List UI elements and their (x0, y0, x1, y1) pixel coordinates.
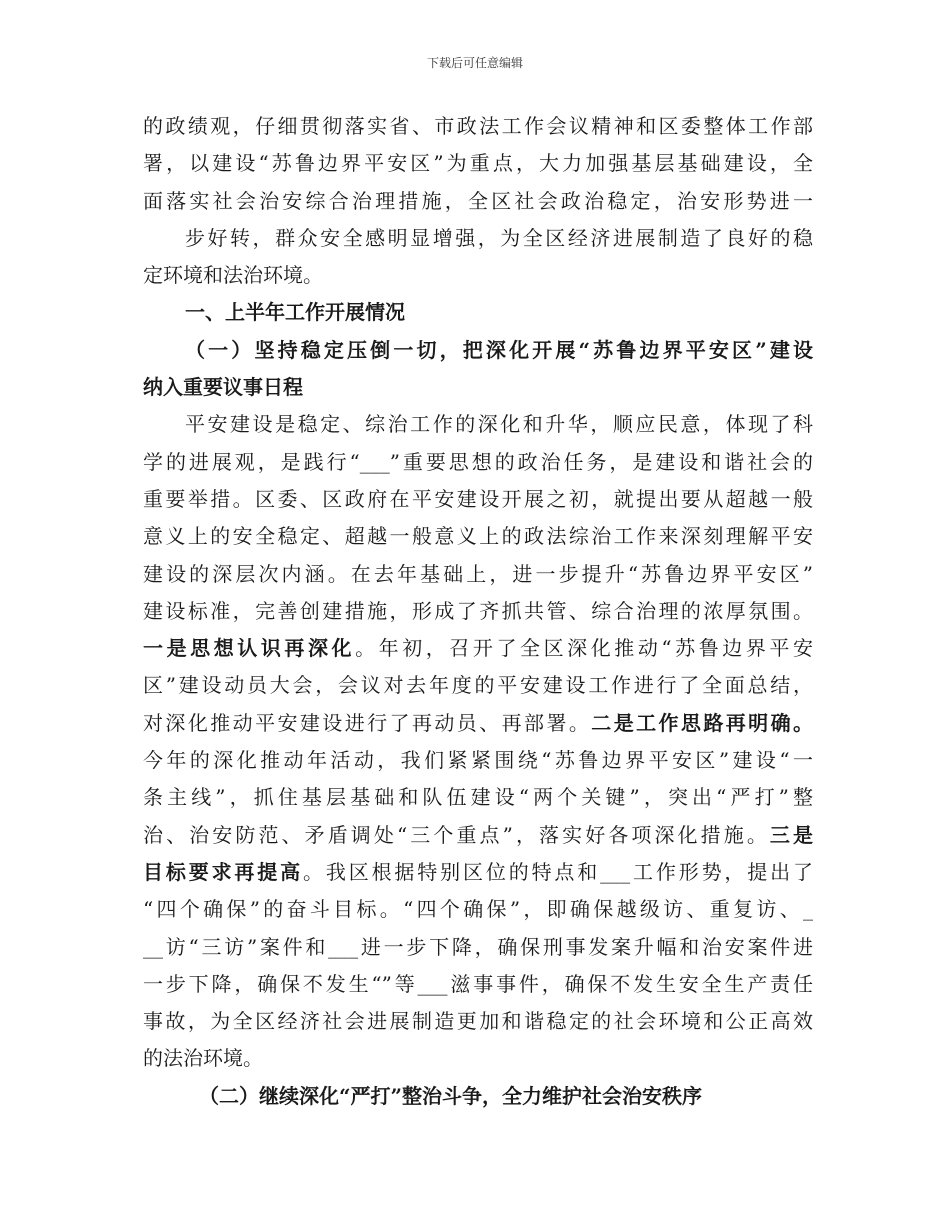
paragraph-line (143, 705, 813, 742)
paragraph-line: 建设标准，完善创建措施，形成了齐抓共管、综合治理的浓厚氛围。 (143, 598, 813, 623)
point-two-period: 。 (793, 710, 814, 735)
paragraph-line (143, 817, 813, 854)
point-one-text: 。年初，召开了全区深化推动“苏鲁边界平安 (355, 636, 814, 661)
page-header: 下载后可任意编辑 (426, 56, 523, 70)
paragraph-line: 学的进展观，是践行“___”重要思想的政治任务，是建设和谐社会的 (143, 449, 813, 474)
paragraph-line: 定环境和法治环境。 (143, 263, 323, 288)
paragraph-line: 条主线”，抓住基层基础和队伍建设“两个关键”，突出“严打”整 (143, 785, 813, 810)
paragraph-line: 建设的深层次内涵。在去年基础上，进一步提升“苏鲁边界平安区” (143, 561, 813, 586)
paragraph-line: 意义上的安全稳定、超越一般意义上的政法综治工作来深刻理解平安 (143, 524, 813, 549)
paragraph-line: 面落实社会治安综合治理措施，全区社会政治稳定，治安形势进一 (143, 188, 813, 213)
point-three-text: 。我区根据特别区位的特点和___工作形势，提出了 (303, 859, 813, 884)
section-heading: 一、上半年工作开展情况 (185, 300, 405, 325)
point-two-title: 二是工作思路再明确 (591, 710, 794, 735)
paragraph-line: 署，以建设“苏鲁边界平安区”为重点，大力加强基层基础建设，全 (143, 151, 813, 176)
point-one-title: 一是思想认识再深化 (143, 636, 356, 661)
paragraph-line: 事故，为全区经济社会进展制造更加和谐稳定的社会环境和公正高效 (143, 1009, 813, 1034)
paragraph-text: 对深化推动平安建设进行了再动员、再部署。 (143, 710, 592, 735)
paragraph-line: 重要举措。区委、区政府在平安建设开展之初，就提出要从超越一般 (143, 486, 813, 511)
subsection-heading: （二）继续深化“严打”整治斗争，全力维护社会治安秩序 (199, 1083, 703, 1108)
subsection-heading-cont: 纳入重要议事日程 (143, 375, 303, 400)
document-body (143, 108, 813, 1115)
paragraph-line: 的政绩观，仔细贯彻落实省、市政法工作会议精神和区委整体工作部 (143, 114, 813, 138)
point-three-title-start: 三是 (769, 822, 814, 847)
paragraph-line (143, 630, 813, 667)
paragraph-line: 步好转，群众安全感明显增强，为全区经济进展制造了良好的稳 (185, 225, 813, 250)
paragraph-text: 治、治安防范、矛盾调处“三个重点”，落实好各项深化措施。 (143, 822, 770, 847)
paragraph-line: __访“三访”案件和___进一步下降，确保刑事发案升幅和治安案件进 (143, 934, 813, 959)
paragraph-line: 的法治环境。 (143, 1046, 263, 1071)
point-three-title-end: 目标要求再提高 (143, 859, 303, 884)
subsection-heading: （一）坚持稳定压倒一切，把深化开展“苏鲁边界平安区”建设 (185, 337, 813, 362)
paragraph-line: 区”建设动员大会，会议对去年度的平安建设工作进行了全面总结， (143, 673, 813, 698)
paragraph-line: 平安建设是稳定、综治工作的深化和升华，顺应民意，体现了科 (185, 412, 813, 437)
paragraph-line: 今年的深化推动年活动，我们紧紧围绕“苏鲁边界平安区”建设“一 (143, 748, 813, 773)
paragraph-line (143, 854, 813, 891)
paragraph-line: “四个确保”的奋斗目标。“四个确保”，即确保越级访、重复访、_ (143, 897, 813, 922)
paragraph-line: 一步下降，确保不发生“”等___滋事事件，确保不发生安全生产责任 (143, 971, 813, 996)
